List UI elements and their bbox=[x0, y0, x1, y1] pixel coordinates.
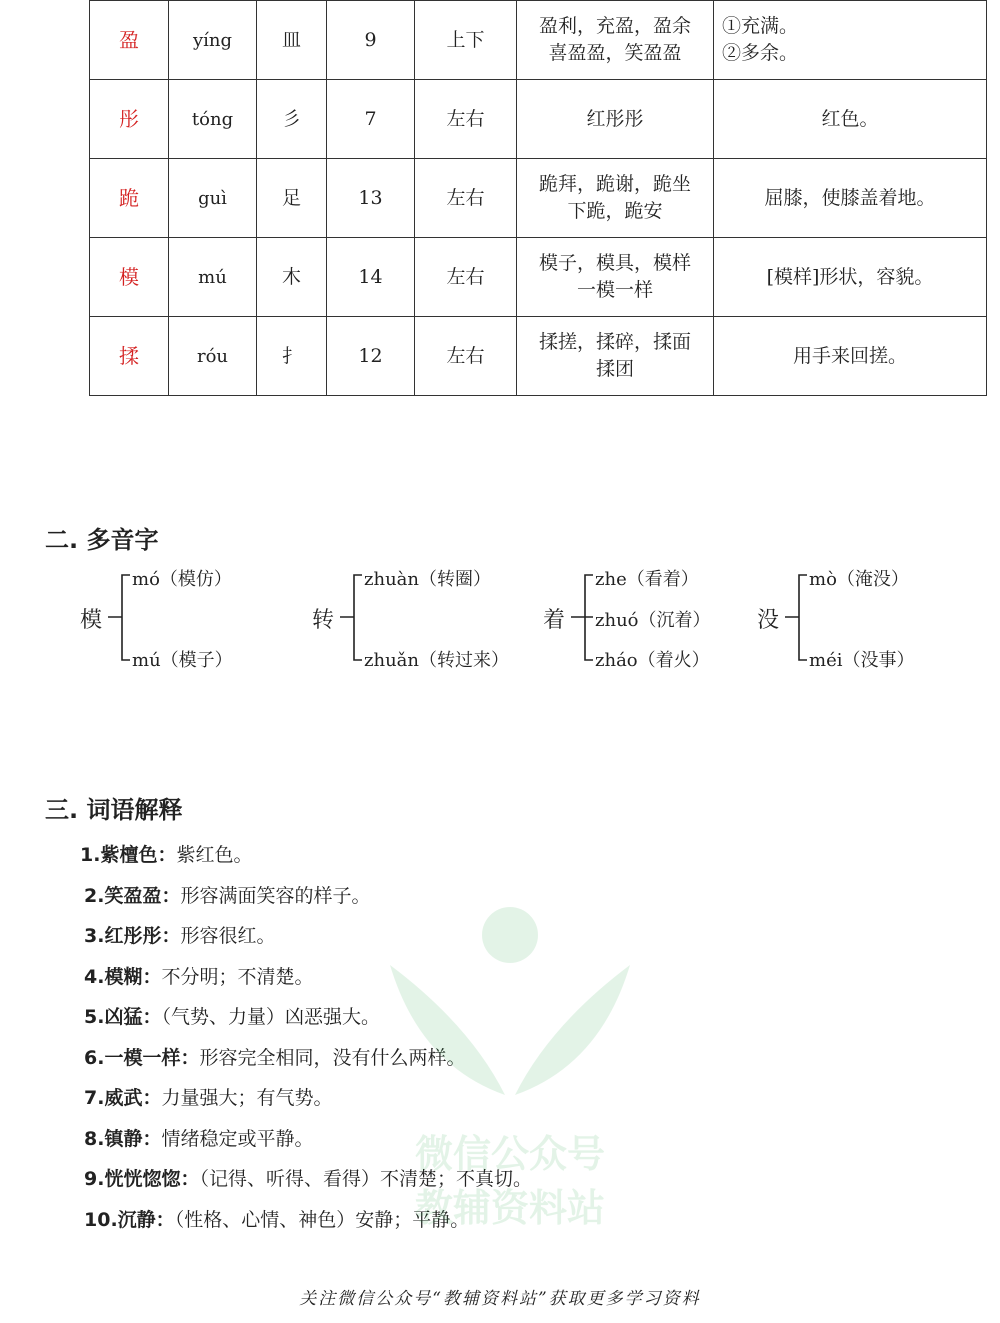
polyphonic-reading: zháo（着火） bbox=[595, 650, 710, 671]
vocab-definition: 形容很红。 bbox=[180, 925, 276, 947]
vocab-number: 1. bbox=[80, 844, 101, 866]
vocab-term: 红彤彤： bbox=[104, 925, 181, 947]
vocabulary-item bbox=[84, 1002, 380, 1029]
vocab-number: 2. bbox=[84, 884, 105, 907]
vocab-term: 一模一样： bbox=[104, 1046, 200, 1069]
meaning-line: 用手来回搓。 bbox=[792, 344, 907, 367]
watermark-line1: 微信公众号 bbox=[414, 1132, 605, 1176]
polyphonic-reading: mú（模子） bbox=[132, 650, 233, 671]
vocab-number: 9. bbox=[84, 1168, 105, 1190]
word-line: 盈利，充盈，盈余 bbox=[538, 15, 691, 37]
char-cell: 跪 bbox=[90, 159, 169, 238]
meaning-line: 屈膝，使膝盖着地。 bbox=[764, 186, 936, 209]
words-cell bbox=[517, 317, 714, 396]
words-cell bbox=[517, 80, 714, 159]
vocabulary-item bbox=[84, 962, 313, 989]
pinyin-cell: róu bbox=[169, 317, 257, 396]
pinyin-cell: mú bbox=[169, 238, 257, 317]
table-row bbox=[90, 238, 987, 317]
brace-icon bbox=[569, 560, 595, 670]
watermark-line2: 教辅资料站 bbox=[414, 1186, 605, 1230]
radical-cell: 皿 bbox=[257, 1, 327, 80]
meaning-cell bbox=[714, 238, 987, 317]
char-cell: 盈 bbox=[90, 1, 169, 80]
table-row bbox=[90, 1, 987, 80]
polyphonic-char: 模 bbox=[80, 608, 103, 633]
vocab-term: 笑盈盈： bbox=[104, 884, 181, 907]
vocab-number: 8. bbox=[84, 1127, 105, 1150]
pinyin-cell: guì bbox=[169, 159, 257, 238]
vocab-number: 7. bbox=[84, 1087, 105, 1109]
word-line: 红彤彤 bbox=[586, 107, 644, 130]
words-cell bbox=[517, 159, 714, 238]
meaning-line: [模样]形状，容貌。 bbox=[766, 265, 934, 288]
vocab-number: 4. bbox=[84, 965, 105, 988]
watermark-logo-icon bbox=[380, 905, 640, 1105]
pinyin-cell: tóng bbox=[169, 80, 257, 159]
polyphonic-group bbox=[80, 560, 300, 670]
pinyin-cell: yíng bbox=[169, 1, 257, 80]
char-cell: 揉 bbox=[90, 317, 169, 396]
vocabulary-item bbox=[84, 881, 370, 908]
vocabulary-item bbox=[80, 840, 252, 867]
meaning-cell bbox=[714, 1, 987, 80]
vocabulary-item bbox=[84, 921, 275, 948]
vocab-definition: （性格、心情、神色）安静；平静。 bbox=[174, 1208, 470, 1231]
vocab-definition: 紫红色。 bbox=[176, 844, 253, 866]
words-cell bbox=[517, 238, 714, 317]
char-cell: 模 bbox=[90, 238, 169, 317]
radical-cell: 足 bbox=[257, 159, 327, 238]
table-row bbox=[90, 317, 987, 396]
vocab-term: 恍恍惚惚： bbox=[104, 1168, 200, 1190]
strokes-cell: 12 bbox=[327, 317, 415, 396]
vocab-definition: （记得、听得、看得）不清楚；不真切。 bbox=[199, 1168, 532, 1190]
word-line: 跪拜，跪谢，跪坐 bbox=[538, 173, 691, 195]
word-line: 揉搓，揉碎，揉面 bbox=[538, 331, 691, 353]
vocab-number: 5. bbox=[84, 1006, 105, 1028]
brace-icon bbox=[783, 560, 809, 670]
strokes-cell: 7 bbox=[327, 80, 415, 159]
vocabulary-item bbox=[84, 1124, 313, 1151]
strokes-cell: 9 bbox=[327, 1, 415, 80]
meaning-cell bbox=[714, 317, 987, 396]
structure-cell: 左右 bbox=[415, 159, 517, 238]
polyphonic-char: 没 bbox=[757, 608, 780, 633]
vocab-definition: 不分明；不清楚。 bbox=[161, 965, 314, 988]
watermark bbox=[380, 905, 640, 1235]
table-row bbox=[90, 80, 987, 159]
word-line: 喜盈盈，笑盈盈 bbox=[548, 42, 682, 64]
strokes-cell: 13 bbox=[327, 159, 415, 238]
polyphonic-reading: zhuàn（转圈） bbox=[364, 569, 491, 590]
section-title-polyphonic: 二. 多音字 bbox=[45, 526, 159, 554]
vocab-term: 沉静： bbox=[117, 1208, 175, 1231]
word-line: 揉团 bbox=[595, 358, 634, 380]
radical-cell: 彡 bbox=[257, 80, 327, 159]
vocab-number: 3. bbox=[84, 925, 105, 947]
meaning-line: 红色。 bbox=[821, 107, 879, 130]
vocab-term: 威武： bbox=[104, 1087, 162, 1109]
vocab-number: 6. bbox=[84, 1046, 105, 1069]
vocab-term: 凶猛： bbox=[104, 1006, 162, 1028]
meaning-cell bbox=[714, 80, 987, 159]
polyphonic-group bbox=[312, 560, 532, 670]
structure-cell: 左右 bbox=[415, 317, 517, 396]
char-cell: 彤 bbox=[90, 80, 169, 159]
polyphonic-reading: zhuó（沉着） bbox=[595, 610, 711, 631]
footer-note: 关注微信公众号“教辅资料站”获取更多学习资料 bbox=[299, 1289, 701, 1309]
meaning-line: ①充满。 bbox=[722, 15, 799, 37]
vocab-number: 10. bbox=[84, 1208, 118, 1231]
structure-cell: 上下 bbox=[415, 1, 517, 80]
strokes-cell: 14 bbox=[327, 238, 415, 317]
structure-cell: 左右 bbox=[415, 238, 517, 317]
brace-icon bbox=[106, 560, 132, 670]
polyphonic-reading: mó（模仿） bbox=[132, 569, 232, 590]
structure-cell: 左右 bbox=[415, 80, 517, 159]
vocab-definition: 力量强大；有气势。 bbox=[161, 1087, 333, 1109]
polyphonic-char: 转 bbox=[312, 608, 335, 633]
polyphonic-reading: méi（没事） bbox=[809, 650, 915, 671]
radical-cell: 扌 bbox=[257, 317, 327, 396]
section-title-vocabulary: 三. 词语解释 bbox=[45, 796, 183, 824]
polyphonic-reading: zhuǎn（转过来） bbox=[364, 650, 509, 671]
word-line: 模子，模具，模样 bbox=[538, 252, 691, 274]
radical-cell: 木 bbox=[257, 238, 327, 317]
table-row bbox=[90, 159, 987, 238]
vocabulary-item bbox=[84, 1083, 332, 1110]
polyphonic-group bbox=[757, 560, 977, 670]
brace-icon bbox=[338, 560, 364, 670]
polyphonic-reading: zhe（看着） bbox=[595, 569, 699, 590]
polyphonic-char: 着 bbox=[543, 608, 566, 633]
vocab-definition: （气势、力量）凶恶强大。 bbox=[161, 1006, 380, 1028]
vocab-definition: 形容完全相同，没有什么两样。 bbox=[199, 1046, 466, 1069]
vocab-definition: 情绪稳定或平静。 bbox=[161, 1127, 314, 1150]
vocab-term: 紫檀色： bbox=[100, 844, 177, 866]
meaning-line: ②多余。 bbox=[722, 42, 799, 64]
word-line: 下跪，跪安 bbox=[567, 200, 663, 222]
vocab-definition: 形容满面笑容的样子。 bbox=[180, 884, 371, 907]
polyphonic-group bbox=[543, 560, 763, 670]
vocab-term: 模糊： bbox=[104, 965, 162, 988]
polyphonic-reading: mò（淹没） bbox=[809, 569, 909, 590]
vocab-term: 镇静： bbox=[104, 1127, 162, 1150]
words-cell bbox=[517, 1, 714, 80]
word-line: 一模一样 bbox=[576, 279, 653, 301]
meaning-cell bbox=[714, 159, 987, 238]
character-table bbox=[89, 0, 987, 396]
